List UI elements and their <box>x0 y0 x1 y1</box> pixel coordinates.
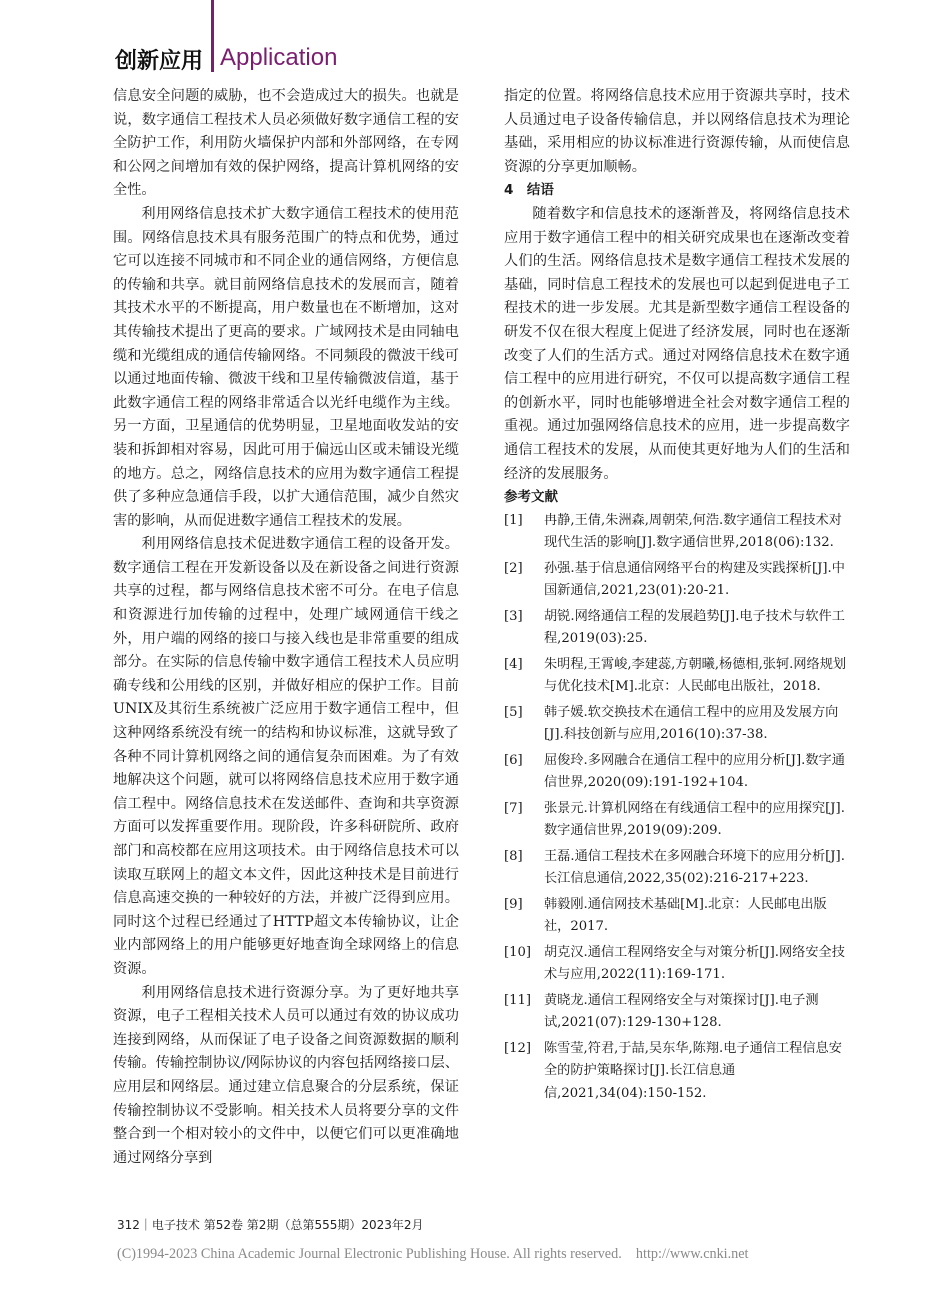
reference-text: 胡锐.网络通信工程的发展趋势[J].电子技术与软件工程,2019(03):25. <box>544 608 845 647</box>
reference-item <box>504 654 850 699</box>
reference-number: [6] <box>504 752 523 768</box>
reference-number: [4] <box>504 656 523 672</box>
reference-number: [11] <box>504 992 532 1008</box>
conclusion-paragraph: 随着数字和信息技术的逐渐普及，将网络信息技术应用于数字通信工程中的相关研究成果也在逐渐改变着人们的生活。网络信息技术是数字通信工程技术发展的基础，同时信息工程技术的发展也可以起到促进电子工程技术的进一步发展。尤其是新型数字通信工程设备的研发不仅在很大程度上促进了经济发展，同时也在逐渐改变了人们的生活方式。通过对网络信息技术在数字通信工程中的应用进行研究，不仅可以提高数字通信工程的创新水平，同时也能够增进全社会对数字通信工程的重视。通过加强网络信息技术的应用，进一步提高数字通信工程技术的发展，从而使其更好地为人们的生活和经济的发展服务。 <box>504 205 850 482</box>
reference-number: [2] <box>504 560 523 576</box>
conclusion-heading: 4 结语 <box>504 182 554 199</box>
reference-number: [5] <box>504 704 523 720</box>
page-footer: 312｜电子技术 第52卷 第2期（总第555期）2023年2月 <box>117 1218 424 1232</box>
reference-text: 胡克汉.通信工程网络安全与对策分析[J].网络安全技术与应用,2022(11):169-171. <box>544 944 845 983</box>
paragraph: 利用网络信息技术进行资源分享。为了更好地共享资源，电子工程相关技术人员可以通过有效的协议成功连接到网络，从而保证了电子设备之间资源数据的顺利传输。传输控制协议/网际协议的内容包括网络接口层、应用层和网络层。通过建立信息聚合的分层系统，保证传输控制协议不受影响。相关技术人员将要分享的文件整合到一个相对较小的文件中，以便它们可以更准确地通过网络分享到 <box>113 984 459 1166</box>
reference-item <box>504 846 850 891</box>
reference-text: 黄晓龙.通信工程网络安全与对策探讨[J].电子测试,2021(07):129-130+128. <box>544 992 819 1031</box>
reference-text: 韩子媛.软交换技术在通信工程中的应用及发展方向[J].科技创新与应用,2016(10):37-38. <box>544 704 839 743</box>
section-title-cn: 创新应用 <box>115 49 204 74</box>
reference-item <box>504 510 850 555</box>
reference-text: 屈俊玲.多网融合在通信工程中的应用分析[J].数字通信世界,2020(09):191-192+104. <box>544 752 845 791</box>
section-title-en: Application <box>220 44 338 71</box>
header-accent-bar <box>211 0 214 72</box>
paragraph: 指定的位置。将网络信息技术应用于资源共享时，技术人员通过电子设备传输信息，并以网络信息技术为理论基础，采用相应的协议标准进行资源传输，从而使信息资源的分享更加顺畅。 <box>504 88 850 175</box>
reference-text: 王磊.通信工程技术在多网融合环境下的应用分析[J].长江信息通信,2022,35(02):216-217+223. <box>544 848 845 887</box>
reference-item <box>504 990 850 1035</box>
reference-text: 孙强.基于信息通信网络平台的构建及实践探析[J].中国新通信,2021,23(01):20-21. <box>544 560 845 599</box>
reference-item <box>504 558 850 603</box>
reference-text: 冉静,王倩,朱洲森,周朝荣,何浩.数字通信工程技术对现代生活的影响[J].数字通信世界,2018(06):132. <box>544 512 842 551</box>
reference-text: 张景元.计算机网络在有线通信工程中的应用探究[J].数字通信世界,2019(09):209. <box>544 800 845 839</box>
references-heading: 参考文献 <box>504 489 558 506</box>
copyright-notice: (C)1994-2023 China Academic Journal Electronic Publishing House. All rights reserved. http://www.cnki.net <box>117 1246 749 1262</box>
reference-list <box>504 510 850 1106</box>
reference-number: [8] <box>504 848 523 864</box>
paragraph: 利用网络信息技术促进数字通信工程的设备开发。数字通信工程在开发新设备以及在新设备之间进行资源共享的过程，都与网络信息技术密不可分。在电子信息和资源进行加传输的过程中，处理广域网通信干线之外，用户端的网络的接口与接入线也是非常重要的组成部分。在实际的信息传输中数字通信工程技术人员应明确专线和公用线的区别，并做好相应的保护工作。目前UNIX及其衍生系统被广泛应用于数字通信工程中，但这种网络系统没有统一的结构和协议标准，这就导致了各种不同计算机网络之间的通信复杂而困难。为了有效地解决这个问题，就可以将网络信息技术应用于数字通信工程中。网络信息技术在发送邮件、查询和共享资源方面可以发挥重要作用。现阶段，许多科研院所、政府部门和高校都在应用这项技术。由于网络信息技术可以读取互联网上的超文本文件，因此这种技术是目前进行信息高速交换的一种较好的方法，并被广泛得到应用。同时这个过程已经通过了HTTP超文本传输协议，让企业内部网络上的用户能够更好地查询全球网络上的信息资源。 <box>113 536 459 977</box>
reference-item <box>504 1038 850 1106</box>
reference-number: [7] <box>504 800 523 816</box>
left-column <box>113 85 459 1170</box>
reference-item <box>504 798 850 843</box>
paragraph: 信息安全问题的威胁，也不会造成过大的损失。也就是说，数字通信工程技术人员必须做好数字通信工程的安全防护工作，利用防火墙保护内部和外部网络，在专网和公网之间增加有效的保护网络，提高计算机网络的安全性。 <box>113 88 459 199</box>
reference-item <box>504 942 850 987</box>
reference-number: [3] <box>504 608 523 624</box>
reference-item <box>504 750 850 795</box>
reference-item <box>504 702 850 747</box>
reference-text: 陈雪莹,符君,于喆,吴东华,陈翔.电子通信工程信息安全的防护策略探讨[J].长江信息通信,2021,34(04):150-152. <box>544 1040 842 1101</box>
reference-number: [9] <box>504 896 523 912</box>
reference-number: [10] <box>504 944 532 960</box>
reference-number: [1] <box>504 512 523 528</box>
reference-item <box>504 606 850 651</box>
reference-number: [12] <box>504 1040 532 1056</box>
right-column <box>504 85 850 1108</box>
reference-item <box>504 894 850 939</box>
paragraph: 利用网络信息技术扩大数字通信工程技术的使用范围。网络信息技术具有服务范围广的特点和优势，通过它可以连接不同城市和不同企业的通信网络，方便信息的传输和共享。就目前网络信息技术的发展而言，随着其技术水平的不断提高，用户数量也在不断增加，这对其传输技术提出了更高的要求。广域网技术是由同轴电缆和光缆组成的通信传输网络。不同频段的微波干线可以通过地面传输、微波干线和卫星传输微波信道，基于此数字通信工程的网络非常适合以光纤电缆作为主线。另一方面，卫星通信的优势明显，卫星地面收发站的安装和拆卸相对容易，因此可用于偏远山区或未铺设光缆的地方。总之，网络信息技术的应用为数字通信工程提供了多种应急通信手段，以扩大通信范围，减少自然灾害的影响，从而促进数字通信工程技术的发展。 <box>113 205 459 529</box>
reference-text: 韩毅刚.通信网技术基础[M].北京：人民邮电出版社，2017. <box>544 896 827 935</box>
reference-text: 朱明程,王霄峻,李建蕊,方朝曦,杨德相,张轲.网络规划与优化技术[M].北京：人民邮电出版社，2018. <box>544 656 847 695</box>
